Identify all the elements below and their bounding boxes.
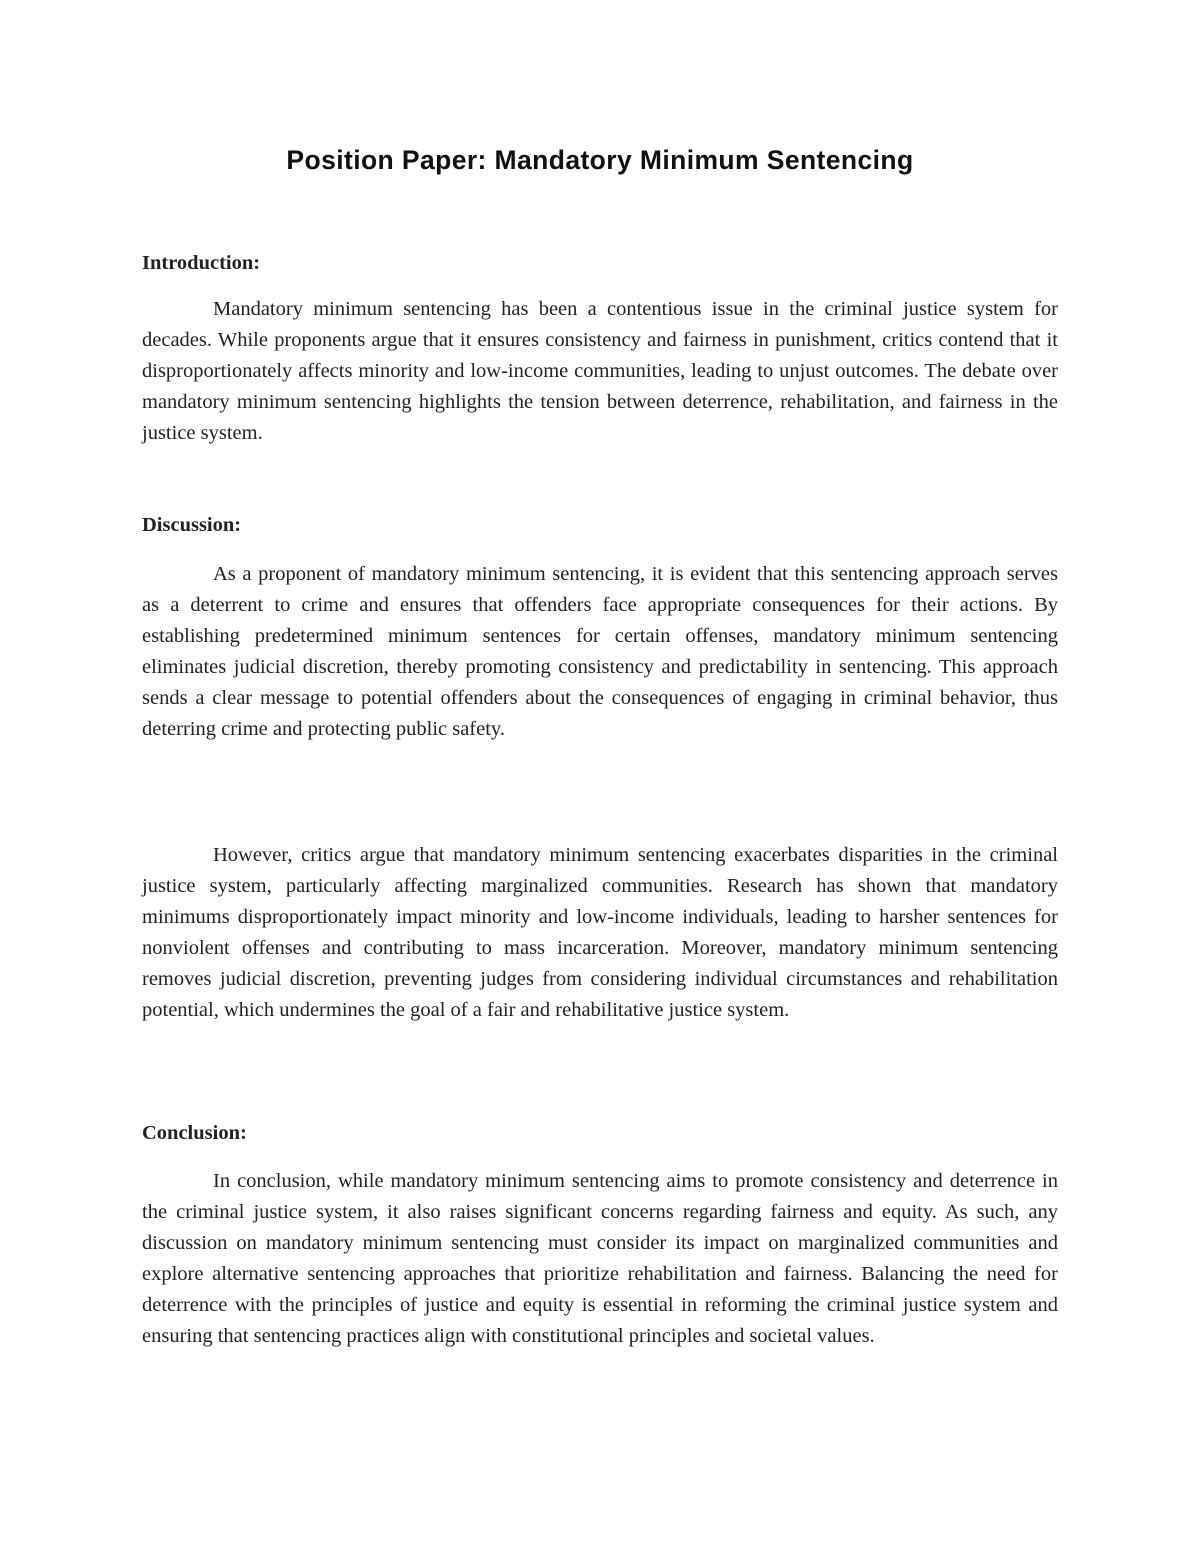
conclusion-heading: Conclusion: <box>142 1122 247 1144</box>
discussion-paragraph-1: As a proponent of mandatory minimum sentencing, it is evident that this sentencing approach serves as a deterrent to crime and ensures that offenders face appropriate consequences for their actions. By establishing predetermined minimum sentences for certain offenses, mandatory minimum sentencing eliminates judicial discretion, thereby promoting consistency and predictability in sentencing. This approach sends a clear message to potential offenders about the consequences of engaging in criminal behavior, thus deterring crime and protecting public safety. <box>142 563 1058 740</box>
discussion-heading: Discussion: <box>142 514 242 536</box>
conclusion-paragraph: In conclusion, while mandatory minimum sentencing aims to promote consistency and deterrence in the criminal justice system, it also raises significant concerns regarding fairness and equity. As such, any discussion on mandatory minimum sentencing must consider its impact on marginalized communities and explore alternative sentencing approaches that prioritize rehabilitation and fairness. Balancing the need for deterrence with the principles of justice and equity is essential in reforming the criminal justice system and ensuring that sentencing practices align with constitutional principles and societal values. <box>142 1170 1058 1347</box>
discussion-paragraph-2: However, critics argue that mandatory minimum sentencing exacerbates disparities in the criminal justice system, particularly affecting marginalized communities. Research has shown that mandatory minimums disproportionately impact minority and low-income individuals, leading to harsher sentences for nonviolent offenses and contributing to mass incarceration. Moreover, mandatory minimum sentencing removes judicial discretion, preventing judges from considering individual circumstances and rehabilitation potential, which undermines the goal of a fair and rehabilitative justice system. <box>142 844 1058 1021</box>
introduction-heading: Introduction: <box>142 252 261 274</box>
page-title: Position Paper: Mandatory Minimum Sentencing <box>286 145 914 175</box>
introduction-paragraph: Mandatory minimum sentencing has been a contentious issue in the criminal justice system for decades. While proponents argue that it ensures consistency and fairness in punishment, critics contend that it disproportionately affects minority and low-income communities, leading to unjust outcomes. The debate over mandatory minimum sentencing highlights the tension between deterrence, rehabilitation, and fairness in the justice system. <box>142 298 1058 444</box>
